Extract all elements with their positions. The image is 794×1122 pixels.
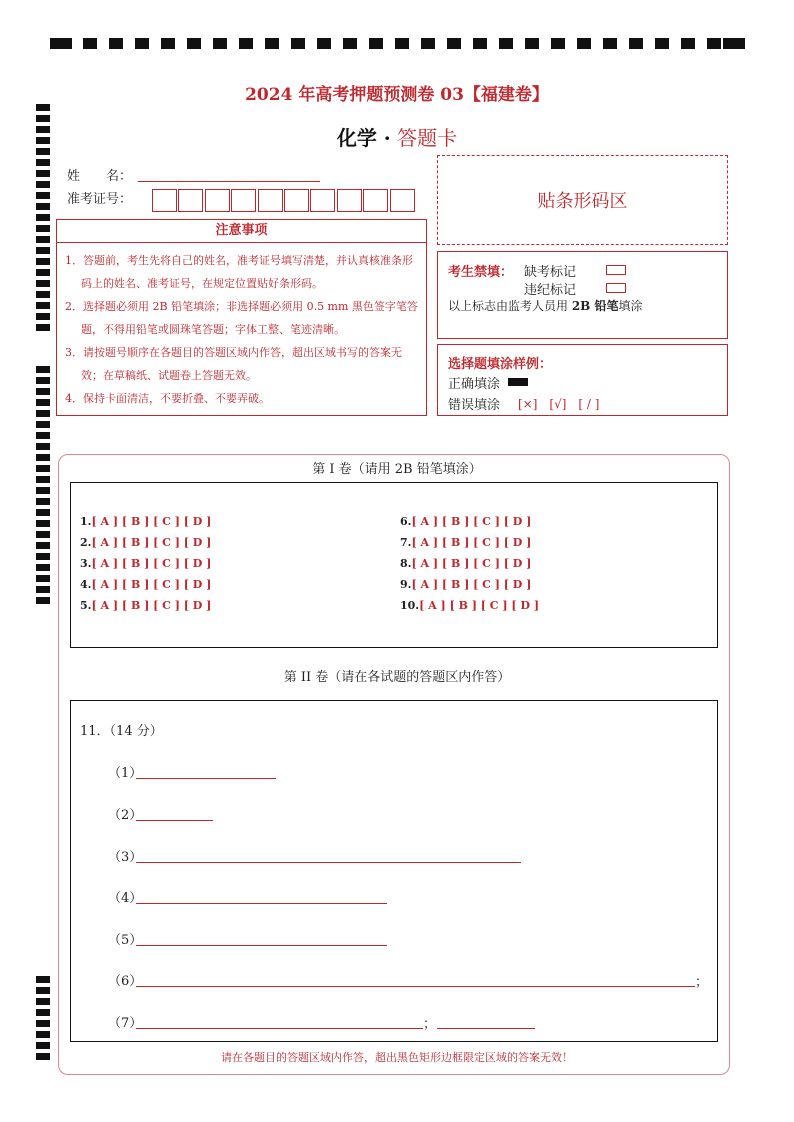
correct-fill-label: 正确填涂 (448, 377, 501, 392)
mcq-question-9[interactable] (400, 578, 531, 591)
name-field[interactable] (138, 181, 320, 182)
timing-mark (317, 38, 331, 49)
timing-mark (36, 564, 50, 571)
mcq-question-8[interactable] (400, 557, 531, 570)
timing-mark (36, 443, 50, 450)
part-label-7: （7） (108, 1016, 143, 1031)
timing-mark (36, 324, 50, 331)
answer-line[interactable] (136, 862, 521, 863)
sample-heading: 选择题填涂样例： (448, 357, 553, 372)
timing-mark (36, 104, 50, 111)
mcq-question-2[interactable] (80, 536, 211, 549)
mcq-options[interactable]: [ A ] [ B ] [ C ] [ D ] (411, 557, 532, 570)
timing-mark (36, 258, 50, 265)
card-label: 答题卡 (397, 126, 458, 150)
timing-mark (36, 1042, 50, 1049)
mcq-number: 4. (80, 578, 92, 591)
timing-mark (681, 38, 695, 49)
timing-mark (36, 542, 50, 549)
mcq-options[interactable]: [ A ] [ B ] [ C ] [ D ] (419, 599, 540, 612)
id-digit-box[interactable] (310, 189, 335, 212)
timing-mark (36, 388, 50, 395)
timing-mark (629, 38, 643, 49)
top-timing-marks (50, 38, 745, 50)
mcq-number: 3. (80, 557, 92, 570)
mcq-number: 10. (400, 599, 420, 612)
answer-line[interactable] (136, 986, 695, 987)
id-digit-box[interactable] (390, 189, 415, 212)
name-label: 姓 名： (67, 169, 133, 184)
timing-mark (36, 159, 50, 166)
part-label-4: （4） (108, 891, 143, 906)
timing-mark (291, 38, 305, 49)
mcq-question-4[interactable] (80, 578, 211, 591)
mcq-options[interactable]: [ A ] [ B ] [ C ] [ D ] (91, 557, 212, 570)
forbid-note (448, 297, 643, 314)
answer-line[interactable] (136, 945, 387, 946)
part2-title: 第 II 卷（请在各试题的答题区内作答） (283, 670, 511, 685)
timing-mark (36, 987, 50, 994)
timing-mark (36, 170, 50, 177)
timing-mark (421, 38, 435, 49)
wrong-fill-marks: [×] [√] [ / ] (518, 397, 600, 411)
timing-mark (36, 476, 50, 483)
mcq-options[interactable]: [ A ] [ B ] [ C ] [ D ] (91, 599, 212, 612)
timing-mark (36, 280, 50, 287)
semicolon: ； (423, 1017, 437, 1032)
violation-label: 违纪标记 (524, 283, 577, 298)
timing-mark (83, 38, 97, 49)
mcq-question-10[interactable] (400, 599, 539, 612)
timing-mark (109, 38, 123, 49)
answer-line[interactable] (136, 903, 387, 904)
part-label-5: （5） (108, 933, 143, 948)
id-digit-box[interactable] (205, 189, 230, 212)
timing-mark (36, 575, 50, 582)
timing-mark (36, 247, 50, 254)
timing-mark (36, 115, 50, 122)
timing-mark (36, 976, 50, 983)
forbid-note-c: 填涂 (618, 299, 643, 313)
timing-mark (36, 269, 50, 276)
mcq-number: 5. (80, 599, 92, 612)
timing-mark (36, 498, 50, 505)
mcq-question-5[interactable] (80, 599, 211, 612)
notice-heading: 注意事项 (57, 220, 426, 243)
timing-mark (36, 553, 50, 560)
mcq-options[interactable]: [ A ] [ B ] [ C ] [ D ] (411, 578, 532, 591)
timing-mark (577, 38, 591, 49)
timing-mark (36, 377, 50, 384)
mcq-options[interactable]: [ A ] [ B ] [ C ] [ D ] (91, 536, 212, 549)
timing-mark (36, 421, 50, 428)
wrong-fill-label: 错误填涂 (448, 398, 501, 413)
notice-item: 4．保持卡面清洁，不要折叠、不要弄破。 (65, 392, 270, 405)
mcq-number: 6. (400, 515, 412, 528)
timing-mark (135, 38, 149, 49)
subject-label: 化学 · (336, 126, 391, 150)
absent-label: 缺考标记 (524, 265, 577, 280)
timing-mark (36, 291, 50, 298)
card-subtitle (0, 122, 794, 151)
footer-warning: 请在各题目的答题区域内作答，超出黑色矩形边框限定区域的答案无效！ (221, 1051, 573, 1064)
timing-mark (36, 366, 50, 373)
mcq-question-6[interactable] (400, 515, 531, 528)
timing-mark (161, 38, 175, 49)
notice-item: 1．答题前，考生先将自己的姓名，准考证号填写清楚，并认真核准条形码上的姓名、准考证号，在规定位置贴好条形码。 (65, 254, 413, 290)
timing-mark (36, 236, 50, 243)
answer-line[interactable] (136, 778, 276, 779)
timing-mark (447, 38, 461, 49)
part-label-3: （3） (108, 850, 143, 865)
mcq-options[interactable]: [ A ] [ B ] [ C ] [ D ] (91, 515, 212, 528)
forbid-note-a: 以上标志由监考人员用 (448, 299, 572, 313)
candidate-forbidden-box (437, 251, 728, 339)
timing-mark (239, 38, 253, 49)
timing-mark (551, 38, 565, 49)
violation-mark-box[interactable] (606, 283, 626, 293)
timing-mark (265, 38, 279, 49)
timing-mark (36, 181, 50, 188)
timing-mark (707, 38, 721, 49)
mcq-options[interactable]: [ A ] [ B ] [ C ] [ D ] (411, 515, 532, 528)
mcq-question-1[interactable] (80, 515, 211, 528)
timing-mark (36, 410, 50, 417)
correct-fill-mark (508, 378, 528, 386)
forbid-note-b: 2B 铅笔 (571, 299, 619, 313)
id-digit-box[interactable] (258, 189, 283, 212)
mcq-number: 9. (400, 578, 412, 591)
exam-title: 2024 年高考押题预测卷 03【福建卷】 (245, 85, 549, 105)
timing-mark (36, 586, 50, 593)
id-digit-box[interactable] (284, 189, 309, 212)
part-label-1: （1） (108, 766, 143, 781)
id-label: 准考证号： (67, 192, 133, 207)
part-label-2: （2） (108, 808, 143, 823)
timing-mark (36, 192, 50, 199)
question-11-heading: 11．（14 分） (80, 724, 163, 739)
timing-mark (36, 487, 50, 494)
part-label-6: （6） (108, 974, 143, 989)
absent-mark-box[interactable] (606, 265, 626, 275)
id-digit-box[interactable] (337, 189, 362, 212)
timing-mark (36, 1009, 50, 1016)
answer-line[interactable] (136, 820, 213, 821)
timing-mark (213, 38, 227, 49)
timing-mark (369, 38, 383, 49)
timing-mark (395, 38, 409, 49)
timing-mark (36, 225, 50, 232)
mcq-number: 1. (80, 515, 92, 528)
mcq-number: 7. (400, 536, 412, 549)
timing-mark (343, 38, 357, 49)
timing-mark (525, 38, 539, 49)
id-digit-box[interactable] (231, 189, 256, 212)
barcode-area: 贴条形码区 (437, 155, 728, 245)
timing-mark (36, 520, 50, 527)
timing-mark (36, 302, 50, 309)
mcq-question-3[interactable] (80, 557, 211, 570)
mcq-question-7[interactable] (400, 536, 531, 549)
timing-mark (723, 38, 745, 49)
timing-mark (36, 313, 50, 320)
mcq-options[interactable]: [ A ] [ B ] [ C ] [ D ] (411, 536, 532, 549)
mcq-options[interactable]: [ A ] [ B ] [ C ] [ D ] (91, 578, 212, 591)
timing-mark (36, 509, 50, 516)
timing-mark (655, 38, 669, 49)
id-digit-box[interactable] (178, 189, 203, 212)
timing-mark (36, 203, 50, 210)
forbid-label: 考生禁填： (448, 265, 514, 280)
timing-mark (499, 38, 513, 49)
timing-mark (36, 1020, 50, 1027)
timing-mark (473, 38, 487, 49)
timing-mark (36, 531, 50, 538)
answer-line[interactable] (136, 1028, 423, 1029)
id-digit-box[interactable] (363, 189, 388, 212)
mcq-number: 8. (400, 557, 412, 570)
fill-sample-box (437, 344, 728, 416)
id-digit-box[interactable] (152, 189, 177, 212)
mcq-number: 2. (80, 536, 92, 549)
timing-mark (50, 38, 72, 49)
timing-mark (36, 1031, 50, 1038)
answer-line[interactable] (437, 1028, 535, 1029)
notice-box (56, 219, 427, 416)
timing-mark (36, 432, 50, 439)
part1-title: 第 I 卷（请用 2B 铅笔填涂） (312, 462, 482, 477)
semicolon: ； (695, 975, 709, 990)
notice-item: 3．请按题号顺序在各题目的答题区域内作答，超出区域书写的答案无效；在草稿纸、试题卷上答题无效。 (65, 346, 402, 382)
timing-mark (187, 38, 201, 49)
timing-mark (36, 399, 50, 406)
timing-mark (603, 38, 617, 49)
timing-mark (36, 214, 50, 221)
timing-mark (36, 597, 50, 604)
timing-mark (36, 998, 50, 1005)
question-11-box (70, 700, 718, 1042)
notice-item: 2．选择题必须用 2B 铅笔填涂；非选择题必须用 0.5 mm 黑色签字笔答题，不得用铅笔或圆珠笔答题；字体工整、笔迹清晰。 (65, 300, 418, 336)
